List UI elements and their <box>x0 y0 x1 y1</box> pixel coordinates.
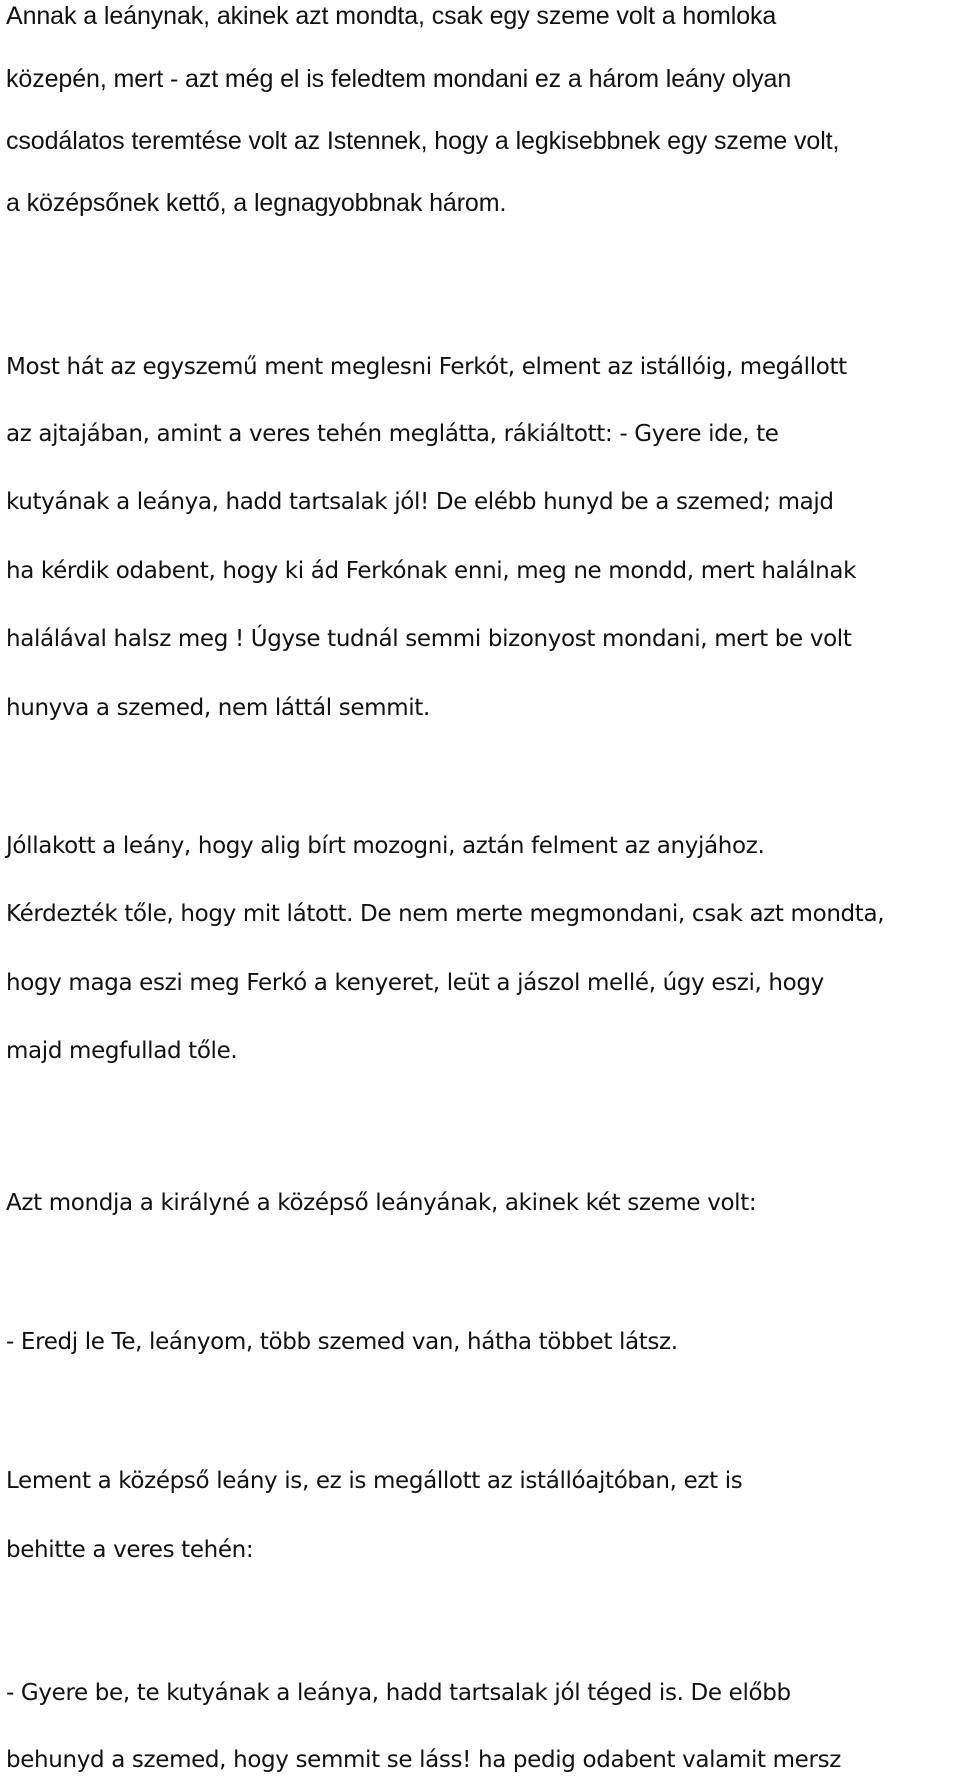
text-line: Kérdezték tőle, hogy mit látott. De nem merte megmondani, csak azt mondta, <box>6 901 885 927</box>
text-line: kutyának a leánya, hadd tartsalak jól! De elébb hunyd be a szemed; majd <box>6 489 834 515</box>
text-line: hunyva a szemed, nem láttál semmit. <box>6 695 430 721</box>
text-line: csodálatos teremtése volt az Istennek, hogy a legkisebbnek egy szeme volt, <box>6 127 840 155</box>
text-line: - Eredj le Te, leányom, több szemed van, hátha többet látsz. <box>6 1329 678 1355</box>
text-line: Lement a középső leány is, ez is megállott az istállóajtóban, ezt is <box>6 1468 743 1494</box>
text-line: Most hát az egyszemű ment meglesni Ferkót, elment az istállóig, megállott <box>6 354 847 380</box>
text-line: ha kérdik odabent, hogy ki ád Ferkónak enni, meg ne mondd, mert halálnak <box>6 558 857 584</box>
text-line: halálával halsz meg ! Úgyse tudnál semmi bizonyost mondani, mert be volt <box>6 626 852 652</box>
text-line: Azt mondja a királyné a középső leányának, akinek két szeme volt: <box>6 1190 757 1216</box>
text-line: behunyd a szemed, hogy semmit se láss! ha pedig odabent valamit mersz <box>6 1747 841 1773</box>
text-line: behitte a veres tehén: <box>6 1537 254 1563</box>
text-line: - Gyere be, te kutyának a leánya, hadd tartsalak jól téged is. De előbb <box>6 1680 791 1706</box>
text-line: hogy maga eszi meg Ferkó a kenyeret, leüt a jászol mellé, úgy eszi, hogy <box>6 970 824 996</box>
text-line: az ajtajában, amint a veres tehén meglátta, rákiáltott: - Gyere ide, te <box>6 421 779 447</box>
text-line: a középsőnek kettő, a legnagyobbnak három. <box>6 189 507 217</box>
text-line: közepén, mert - azt még el is feledtem mondani ez a három leány olyan <box>6 65 792 93</box>
text-line: Annak a leánynak, akinek azt mondta, csak egy szeme volt a homloka <box>6 2 777 30</box>
text-line: majd megfullad tőle. <box>6 1038 238 1064</box>
text-line: Jóllakott a leány, hogy alig bírt mozogni, aztán felment az anyjához. <box>6 833 765 859</box>
